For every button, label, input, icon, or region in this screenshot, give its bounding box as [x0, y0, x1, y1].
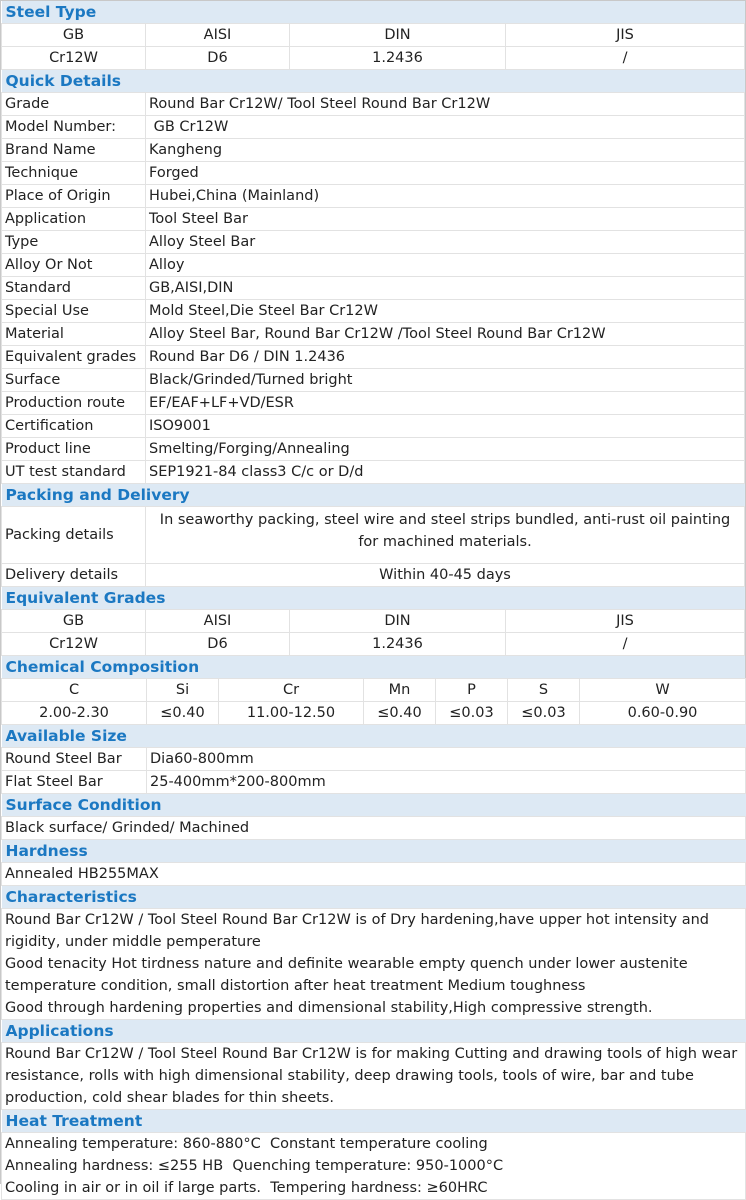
section-header-characteristics: [2, 886, 746, 909]
detail-value: GB,AISI,DIN: [146, 277, 745, 300]
detail-value: Tool Steel Bar: [146, 208, 745, 231]
value-aisi: D6: [146, 47, 290, 70]
detail-value: GB Cr12W: [146, 116, 745, 139]
detail-label: Surface: [2, 369, 146, 392]
detail-row: [2, 208, 745, 231]
detail-value: EF/EAF+LF+VD/ESR: [146, 392, 745, 415]
equivalent-value-row: [2, 633, 745, 656]
characteristics-body: [2, 909, 746, 1020]
detail-row: [2, 231, 745, 254]
section-title: Steel Type: [2, 1, 745, 24]
bottom-table: [1, 725, 746, 1200]
detail-row: [2, 277, 745, 300]
delivery-label: Delivery details: [2, 564, 146, 587]
detail-value: ISO9001: [146, 415, 745, 438]
characteristics-row: [2, 909, 746, 1020]
detail-label: UT test standard: [2, 461, 146, 484]
hardness-row: [2, 863, 746, 886]
detail-row: [2, 323, 745, 346]
detail-value: Alloy: [146, 254, 745, 277]
value-mn: ≤0.40: [364, 702, 436, 725]
section-header-chemical: [2, 656, 745, 679]
section-title: Equivalent Grades: [2, 587, 745, 610]
header-gb: GB: [2, 24, 146, 47]
size-label: Flat Steel Bar: [2, 771, 147, 794]
value-c: 2.00-2.30: [2, 702, 147, 725]
surface-row: [2, 817, 746, 840]
delivery-value: Within 40-45 days: [146, 564, 745, 587]
section-title: Quick Details: [2, 70, 745, 93]
section-title: Surface Condition: [2, 794, 746, 817]
detail-value: SEP1921-84 class3 C/c or D/d: [146, 461, 745, 484]
heat-treatment-line: Annealing hardness: ≤255 HB Quenching temperature: 950-1000°C: [5, 1158, 504, 1174]
section-title: Available Size: [2, 725, 746, 748]
hardness-text: Annealed HB255MAX: [2, 863, 746, 886]
detail-row: [2, 93, 745, 116]
detail-row: [2, 415, 745, 438]
detail-value: Hubei,China (Mainland): [146, 185, 745, 208]
value-din: 1.2436: [290, 47, 506, 70]
detail-value: Round Bar Cr12W/ Tool Steel Round Bar Cr12W: [146, 93, 745, 116]
size-row: [2, 748, 746, 771]
element-s: S: [508, 679, 580, 702]
value-jis: /: [506, 47, 745, 70]
applications-row: [2, 1043, 746, 1110]
detail-label: Alloy Or Not: [2, 254, 146, 277]
section-title: Characteristics: [2, 886, 746, 909]
element-si: Si: [147, 679, 219, 702]
detail-row: [2, 162, 745, 185]
heat-treatment-line: Cooling in air or in oil if large parts. Tempering hardness: ≥60HRC: [5, 1180, 488, 1196]
value-jis: /: [506, 633, 745, 656]
size-row: [2, 771, 746, 794]
equivalent-header-row: [2, 610, 745, 633]
element-p: P: [436, 679, 508, 702]
element-w: W: [580, 679, 746, 702]
size-value: 25-400mm*200-800mm: [147, 771, 746, 794]
detail-label: Brand Name: [2, 139, 146, 162]
value-p: ≤0.03: [436, 702, 508, 725]
detail-label: Special Use: [2, 300, 146, 323]
header-din: DIN: [290, 24, 506, 47]
detail-value: Kangheng: [146, 139, 745, 162]
value-si: ≤0.40: [147, 702, 219, 725]
section-header-applications: [2, 1020, 746, 1043]
surface-text: Black surface/ Grinded/ Machined: [2, 817, 746, 840]
header-aisi: AISI: [146, 24, 290, 47]
section-title: Hardness: [2, 840, 746, 863]
detail-label: Material: [2, 323, 146, 346]
delivery-row: [2, 564, 745, 587]
section-header-hardness: [2, 840, 746, 863]
value-gb: Cr12W: [2, 633, 146, 656]
characteristics-line: Round Bar Cr12W / Tool Steel Round Bar Cr12W is of Dry hardening,have upper hot intensity and rigidity, under middle pemperature: [5, 912, 709, 950]
heat-treatment-body: [2, 1133, 746, 1200]
detail-label: Application: [2, 208, 146, 231]
section-header-equivalent-grades: [2, 587, 745, 610]
section-title: Applications: [2, 1020, 746, 1043]
detail-row: [2, 438, 745, 461]
detail-label: Place of Origin: [2, 185, 146, 208]
packing-row: [2, 507, 745, 564]
detail-row: [2, 300, 745, 323]
detail-row: [2, 461, 745, 484]
header-jis: JIS: [506, 610, 745, 633]
detail-label: Production route: [2, 392, 146, 415]
detail-row: [2, 185, 745, 208]
detail-label: Equivalent grades: [2, 346, 146, 369]
value-aisi: D6: [146, 633, 290, 656]
chemical-table: [1, 678, 746, 725]
section-title: Chemical Composition: [2, 656, 745, 679]
section-header-heat-treatment: [2, 1110, 746, 1133]
section-title: Packing and Delivery: [2, 484, 745, 507]
packing-value: In seaworthy packing, steel wire and steel strips bundled, anti-rust oil painting for machined materials.: [146, 507, 745, 564]
heat-treatment-row: [2, 1133, 746, 1200]
size-label: Round Steel Bar: [2, 748, 147, 771]
header-aisi: AISI: [146, 610, 290, 633]
detail-label: Grade: [2, 93, 146, 116]
section-header-surface-condition: [2, 794, 746, 817]
section-title: Heat Treatment: [2, 1110, 746, 1133]
detail-row: [2, 369, 745, 392]
steel-type-header-row: [2, 24, 745, 47]
steel-type-value-row: [2, 47, 745, 70]
value-w: 0.60-0.90: [580, 702, 746, 725]
size-value: Dia60-800mm: [147, 748, 746, 771]
detail-row: [2, 139, 745, 162]
chemical-header-row: [2, 679, 746, 702]
detail-value: Round Bar D6 / DIN 1.2436: [146, 346, 745, 369]
applications-text: Round Bar Cr12W / Tool Steel Round Bar Cr12W is for making Cutting and drawing tools of high wear resistance, rolls with high dimensional stability, deep drawing tools, tools of wire, bar and tube production, cold shear blades for thin sheets.: [2, 1043, 746, 1110]
detail-label: Type: [2, 231, 146, 254]
detail-label: Product line: [2, 438, 146, 461]
detail-value: Black/Grinded/Turned bright: [146, 369, 745, 392]
element-cr: Cr: [219, 679, 364, 702]
section-header-packing: [2, 484, 745, 507]
detail-value: Forged: [146, 162, 745, 185]
detail-row: [2, 346, 745, 369]
value-gb: Cr12W: [2, 47, 146, 70]
header-din: DIN: [290, 610, 506, 633]
detail-label: Model Number:: [2, 116, 146, 139]
characteristics-line: Good through hardening properties and dimensional stability,High compressive strength.: [5, 1000, 653, 1016]
value-cr: 11.00-12.50: [219, 702, 364, 725]
section-header-steel-type: [2, 1, 745, 24]
section-header-available-size: [2, 725, 746, 748]
value-din: 1.2436: [290, 633, 506, 656]
detail-value: Alloy Steel Bar: [146, 231, 745, 254]
characteristics-line: Good tenacity Hot tirdness nature and definite wearable empty quench under lower austenite temperature condition, small distortion after heat treatment Medium toughness: [5, 956, 688, 994]
spec-table: [1, 1, 745, 678]
header-jis: JIS: [506, 24, 745, 47]
packing-label: Packing details: [2, 507, 146, 564]
element-mn: Mn: [364, 679, 436, 702]
detail-value: Smelting/Forging/Annealing: [146, 438, 745, 461]
detail-label: Certification: [2, 415, 146, 438]
detail-row: [2, 116, 745, 139]
element-c: C: [2, 679, 147, 702]
detail-row: [2, 254, 745, 277]
detail-value: Mold Steel,Die Steel Bar Cr12W: [146, 300, 745, 323]
heat-treatment-line: Annealing temperature: 860-880°C Constant temperature cooling: [5, 1136, 488, 1152]
value-s: ≤0.03: [508, 702, 580, 725]
section-header-quick-details: [2, 70, 745, 93]
detail-label: Standard: [2, 277, 146, 300]
detail-label: Technique: [2, 162, 146, 185]
chemical-value-row: [2, 702, 746, 725]
detail-row: [2, 392, 745, 415]
detail-value: Alloy Steel Bar, Round Bar Cr12W /Tool Steel Round Bar Cr12W: [146, 323, 745, 346]
header-gb: GB: [2, 610, 146, 633]
